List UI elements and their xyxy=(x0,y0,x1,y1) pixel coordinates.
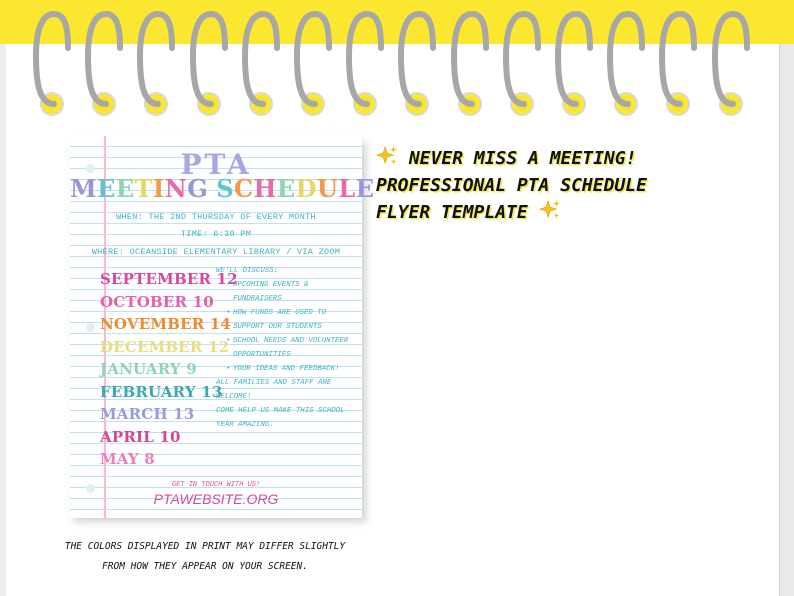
discuss-list xyxy=(226,278,356,376)
page-right-edge xyxy=(779,44,794,596)
meeting-date: JANUARY 9 xyxy=(100,360,197,378)
meeting-date: MARCH 13 xyxy=(100,405,195,423)
binder-ring xyxy=(656,8,700,120)
closing-invite: COME HELP US MAKE THIS SCHOOL YEAR AMAZING. xyxy=(216,407,345,429)
sparkle-icon xyxy=(376,145,398,167)
flyer-title-main: MEETING SCHEDULE xyxy=(70,174,375,203)
binder-ring xyxy=(239,8,283,120)
flyer-contact-label: GET IN TOUCH WITH US! xyxy=(171,481,261,489)
flyer-where: WHERE: OCEANSIDE ELEMENTARY LIBRARY / VIA ZOOM xyxy=(91,247,341,257)
discuss-heading: WE'LL DISCUSS: xyxy=(216,267,279,275)
meeting-date: FEBRUARY 13 xyxy=(100,382,223,401)
binder-ring xyxy=(395,8,439,120)
headline-line-3: FLYER TEMPLATE xyxy=(376,202,528,223)
flyer-preview xyxy=(70,136,375,518)
meeting-date: SEPTEMBER 12 xyxy=(100,270,238,288)
binder-ring xyxy=(82,8,126,120)
discuss-item: • UPCOMING EVENTS & FUNDRAISERS xyxy=(226,278,356,306)
binder-ring xyxy=(552,8,596,120)
discuss-item: • HOW FUNDS ARE USED TO SUPPORT OUR STUDENTS xyxy=(226,306,356,334)
binder-ring xyxy=(709,8,753,120)
flyer-time: TIME: 6:30 PM xyxy=(180,229,252,239)
headline xyxy=(376,145,736,226)
headline-line-2: PROFESSIONAL PTA SCHEDULE xyxy=(376,175,647,196)
meeting-date: MAY 8 xyxy=(100,450,155,468)
binder-ring xyxy=(448,8,492,120)
meeting-date: OCTOBER 10 xyxy=(100,292,214,311)
disclaimer-line-2: FROM HOW THEY APPEAR ON YOUR SCREEN. xyxy=(102,561,308,572)
flyer-website: PTAWEBSITE.ORG xyxy=(153,491,279,507)
page-left-edge xyxy=(0,44,6,596)
sparkle-icon xyxy=(539,199,561,221)
binder-ring xyxy=(343,8,387,120)
closing-welcome: ALL FAMILIES AND STAFF ARE WELCOME! xyxy=(216,379,332,401)
binder-ring xyxy=(604,8,648,120)
meeting-date: APRIL 10 xyxy=(100,427,181,446)
binder-ring xyxy=(134,8,178,120)
disclaimer-line-1: THE COLORS DISPLAYED IN PRINT MAY DIFFER SLIGHTLY xyxy=(64,541,346,552)
binder-ring xyxy=(500,8,544,120)
print-disclaimer xyxy=(40,537,370,577)
meeting-date: NOVEMBER 14 xyxy=(100,315,232,333)
punch-hole xyxy=(86,323,95,332)
binder-ring xyxy=(187,8,231,120)
binder-ring xyxy=(30,8,74,120)
flyer-when: WHEN: THE 2ND THURSDAY OF EVERY MONTH xyxy=(116,212,316,222)
flyer-title-pta: PTA xyxy=(180,148,252,181)
flyer-discussion xyxy=(216,264,356,432)
binder-ring xyxy=(291,8,335,120)
meeting-date: DECEMBER 12 xyxy=(100,337,230,356)
discuss-item: • YOUR IDEAS AND FEEDBACK! xyxy=(226,362,356,376)
discuss-item: • SCHOOL NEEDS AND VOLUNTEER OPPORTUNITIES xyxy=(226,334,356,362)
headline-line-1: NEVER MISS A MEETING! xyxy=(408,148,637,169)
